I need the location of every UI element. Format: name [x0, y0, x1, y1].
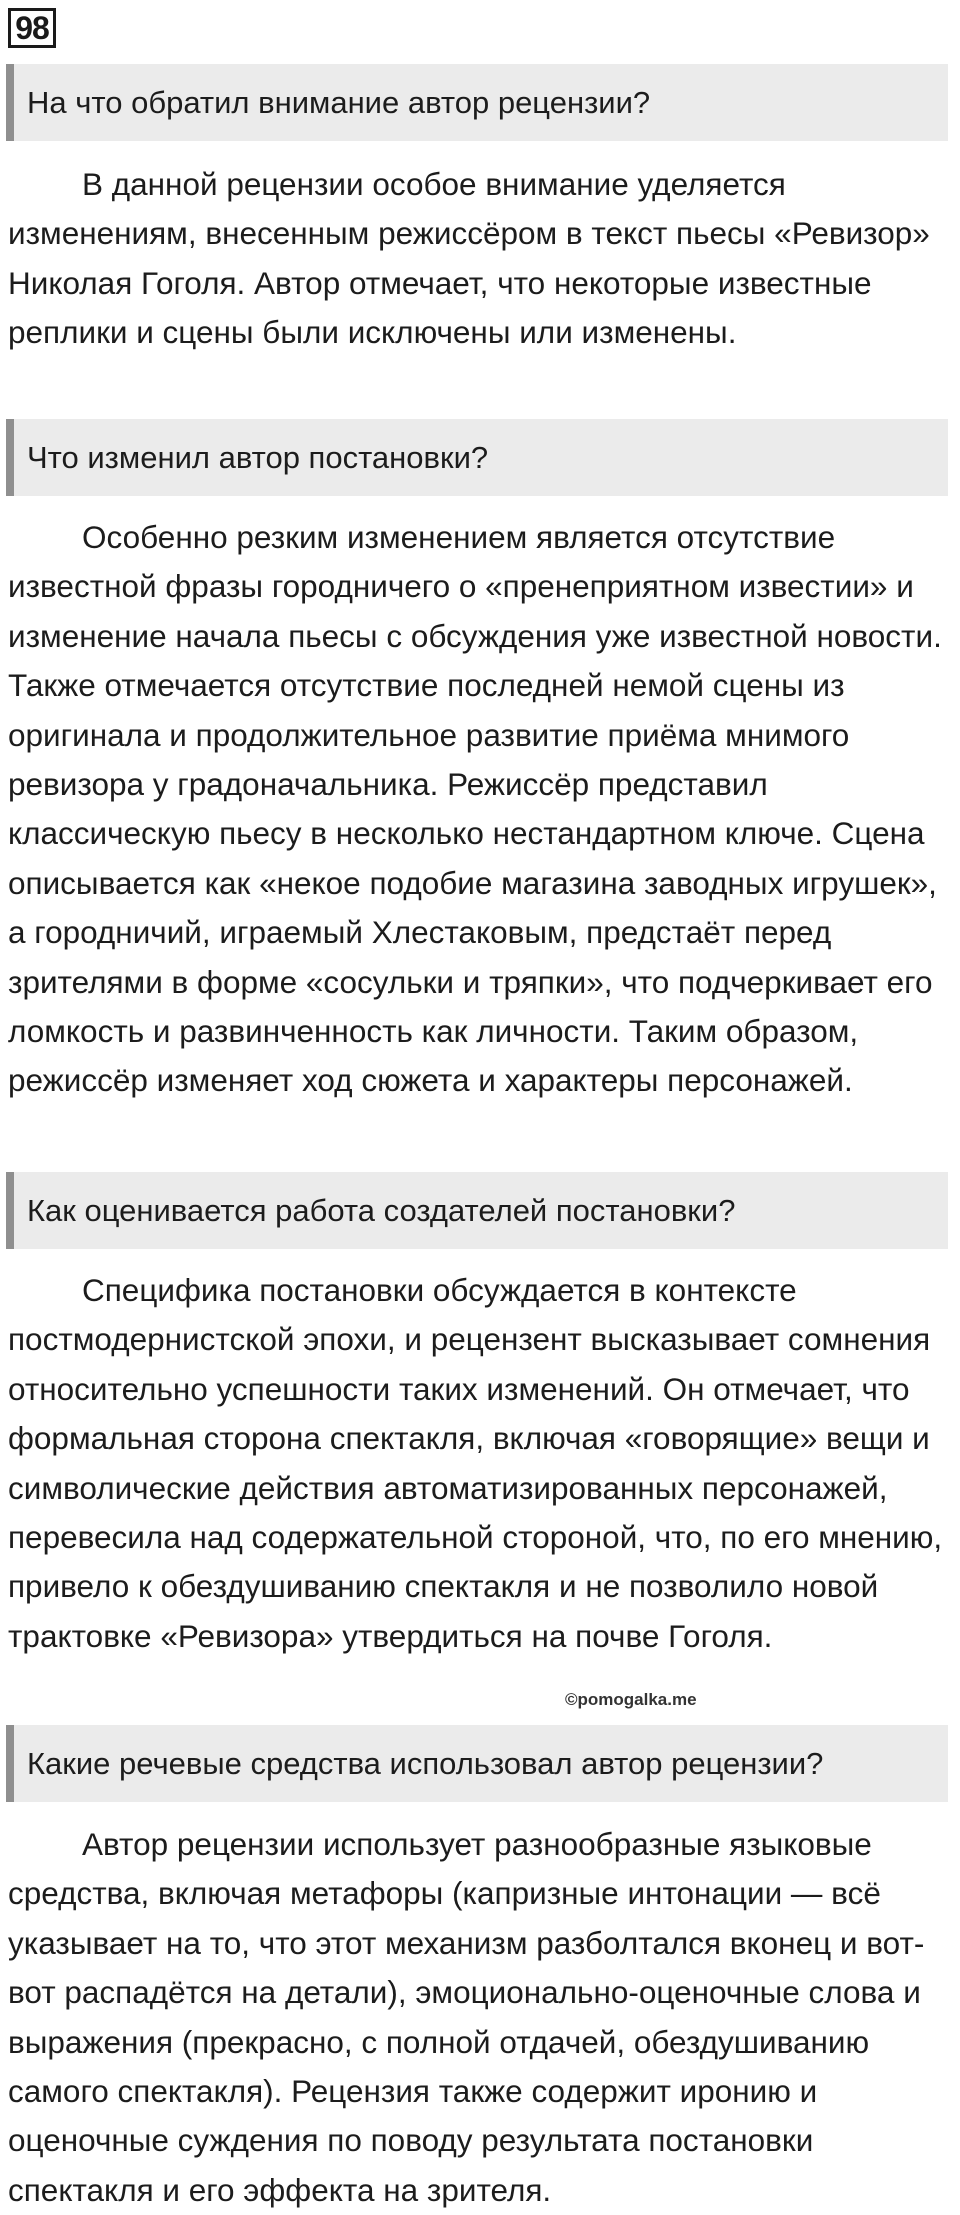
question-heading-2: Что изменил автор постановки?: [6, 419, 948, 496]
question-heading-3: Как оценивается работа создателей постановки?: [6, 1172, 948, 1249]
answer-paragraph-4: Автор рецензии использует разнообразные языковые средства, включая метафоры (капризные интонации — всё указывает на то, что этот механизм разболтался вконец и вот-вот распадётся на детали), эмоционально-оценочные слова и выражения (прекрасно, с полной отдачей, обездушиванию самого спектакля). Рецензия также содержит иронию и оценочные суждения по поводу результата постановки спектакля и его эффекта на зрителя.: [8, 1826, 925, 2208]
question-heading-1: На что обратил внимание автор рецензии?: [6, 64, 948, 141]
page-number: 98: [8, 8, 56, 48]
answer-paragraph-3: Специфика постановки обсуждается в контексте постмодернистской эпохи, и рецензент высказывает сомнения относительно успешности таких изменений. Он отмечает, что формальная сторона спектакля, включая «говорящие» вещи и символические действия автоматизированных персонажей, перевесила над содержательной стороной, что, по его мнению, привело к обездушиванию спектакля и не позволило новой трактовке «Ревизора» утвердиться на почве Гоголя.: [8, 1272, 943, 1654]
watermark: ©pomogalka.me: [565, 1690, 697, 1709]
question-heading-4: Какие речевые средства использовал автор рецензии?: [6, 1725, 948, 1802]
answer-paragraph-2: Особенно резким изменением является отсутствие известной фразы городничего о «пренеприятном известии» и изменение начала пьесы с обсуждения уже известной новости. Также отмечается отсутствие последней немой сцены из оригинала и продолжительное развитие приёма мнимого ревизора у градоначальника. Режиссёр представил классическую пьесу в несколько нестандартном ключе. Сцена описывается как «некое подобие магазина заводных игрушек», а городничий, играемый Хлестаковым, предстаёт перед зрителями в форме «сосульки и тряпки», что подчеркивает его ломкость и развинченность как личности. Таким образом, режиссёр изменяет ход сюжета и характеры персонажей.: [8, 519, 942, 1099]
answer-paragraph-1: В данной рецензии особое внимание уделяется изменениям, внесенным режиссёром в текст пьесы «Ревизор» Николая Гоголя. Автор отмечает, что некоторые известные реплики и сцены были исключены или изменены.: [8, 166, 930, 351]
